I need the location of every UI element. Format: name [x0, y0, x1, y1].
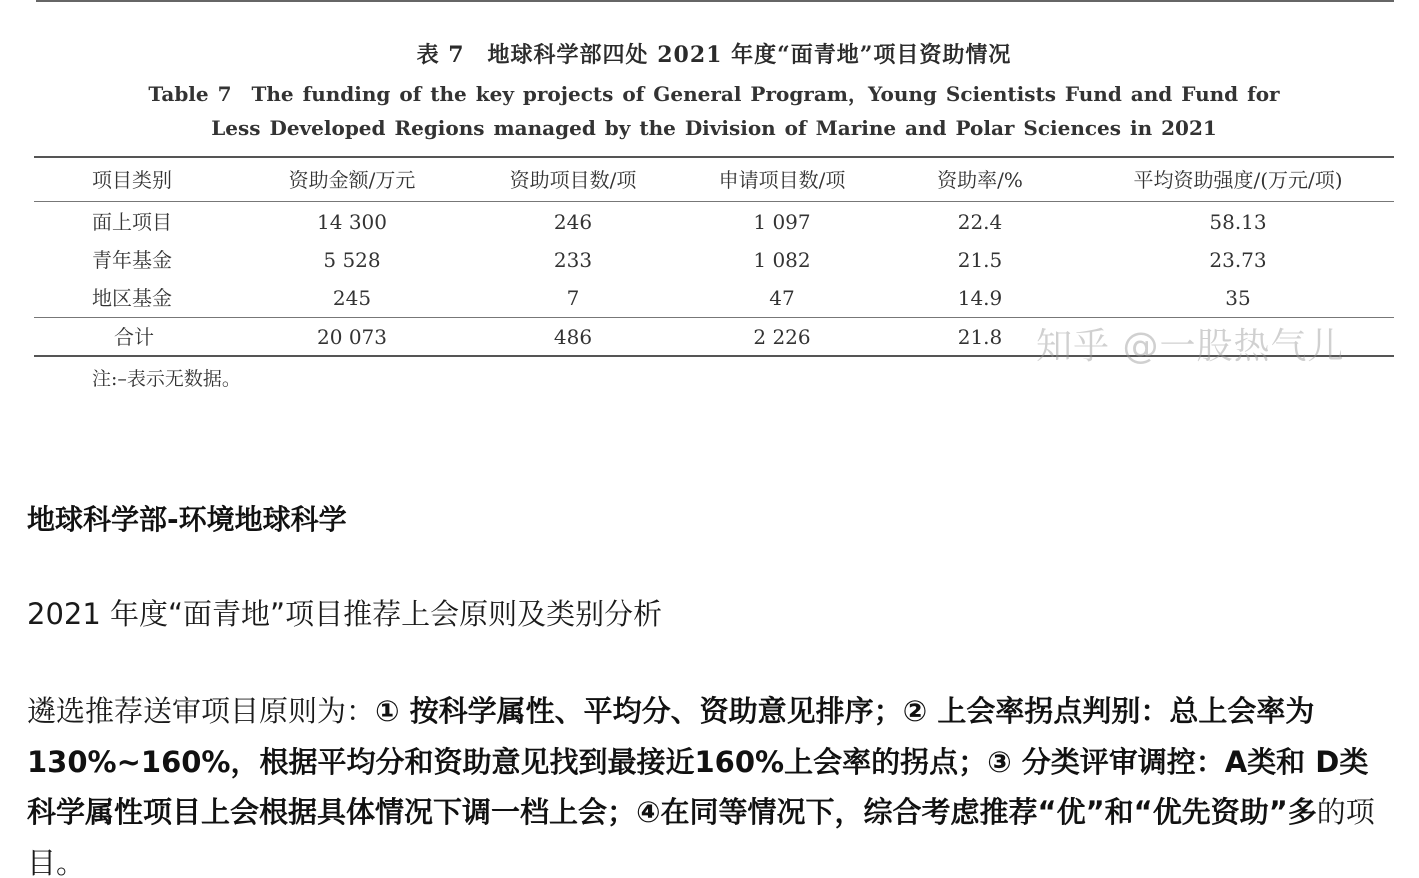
section-heading: 地球科学部-环境地球科学: [27, 503, 347, 536]
total-funding-rate: 21.8: [957, 325, 1003, 349]
row-funding-rate: 14.9: [957, 286, 1003, 310]
row-funded-count: 233: [553, 248, 593, 272]
principles-paragraph: [27, 686, 1397, 878]
total-funded-count: 486: [553, 325, 593, 349]
table-caption-en-line1: Table 7 The funding of the key projects of General Program，Young Scientists Fund and Fund for: [148, 82, 1280, 106]
table-row: [34, 280, 1394, 316]
row-funded-count: 7: [566, 286, 580, 310]
row-applied-count: 47: [769, 286, 795, 310]
header-cell: 资助金额/万元: [288, 168, 416, 192]
table-header-row: [34, 162, 1394, 198]
funding-table-figure: [34, 0, 1394, 420]
table-caption-en-line2: Less Developed Regions managed by the Division of Marine and Polar Sciences in 2021: [211, 116, 1217, 140]
row-amount: 5 528: [323, 248, 381, 272]
row-category: 面上项目: [92, 210, 172, 234]
row-amount: 245: [332, 286, 372, 310]
table-header-rule: [34, 201, 1394, 202]
paragraph-lead: 遴选推荐送审项目原则为：: [27, 694, 376, 728]
total-amount: 20 073: [317, 325, 387, 349]
header-cell: 项目类别: [92, 168, 172, 192]
row-amount: 14 300: [317, 210, 387, 234]
total-applied-count: 2 226: [753, 325, 811, 349]
header-cell: 资助项目数/项: [509, 168, 637, 192]
row-funding-rate: 22.4: [957, 210, 1003, 234]
paragraph-bold-text: ① 按科学属性、平均分、资助意见排序；② 上会率拐点判别：总上会率为130%~160%，根据平均分和资助意见找到最接近160%上会率的拐点；③ 分类评审调控：A类和 D类科学属性项目上会根据具体情况下调一档上会；④在同等情况下，综合考虑推荐“优”和“优先资助”多: [27, 694, 1369, 829]
total-label: 合计: [114, 325, 154, 349]
row-avg-intensity: 23.73: [1209, 248, 1267, 272]
row-funded-count: 246: [553, 210, 593, 234]
header-cell: 申请项目数/项: [718, 168, 846, 192]
table-row: [34, 204, 1394, 240]
row-avg-intensity: 35: [1225, 286, 1251, 310]
watermark-text: 知乎 @一股热气儿: [1036, 326, 1345, 367]
table-note: 注:–表示无数据。: [92, 368, 241, 390]
row-funding-rate: 21.5: [957, 248, 1003, 272]
row-applied-count: 1 097: [753, 210, 811, 234]
header-cell: 资助率/%: [937, 168, 1023, 192]
table-row: [34, 242, 1394, 278]
paragraph-tail: 的项目。: [27, 795, 1375, 878]
row-category: 地区基金: [92, 286, 172, 310]
header-cell: 平均资助强度/(万元/项): [1133, 168, 1343, 192]
row-category: 青年基金: [92, 248, 172, 272]
row-avg-intensity: 58.13: [1209, 210, 1267, 234]
table-caption-zh: 表 7 地球科学部四处 2021 年度“面青地”项目资助情况: [416, 42, 1012, 68]
table-top-rule: [34, 156, 1394, 158]
row-applied-count: 1 082: [753, 248, 811, 272]
subheading: 2021 年度“面青地”项目推荐上会原则及类别分析: [27, 597, 663, 631]
